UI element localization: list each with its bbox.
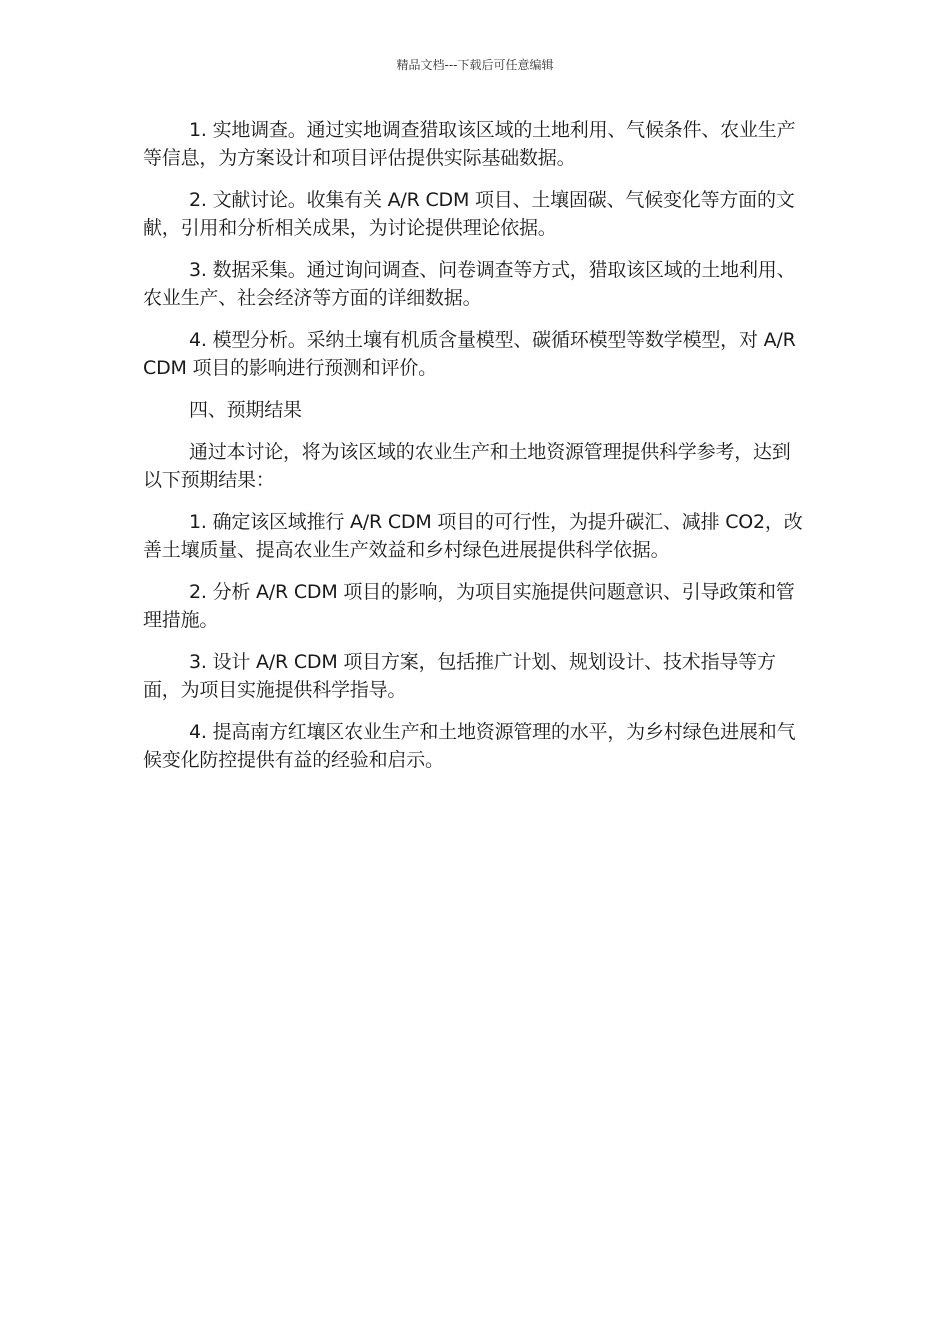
paragraph-result-feasibility: 1. 确定该区域推行 A/R CDM 项目的可行性，为提升碳汇、减排 CO2，改善土壤质量、提高农业生产效益和乡村绿色进展提供科学依据。 <box>143 511 803 561</box>
paragraph-result-impact: 2. 分析 A/R CDM 项目的影响，为项目实施提供问题意识、引导政策和管理措施。 <box>143 581 795 631</box>
paragraph-result-design: 3. 设计 A/R CDM 项目方案，包括推广计划、规划设计、技术指导等方面，为项目实施提供科学指导。 <box>143 651 776 701</box>
document-body <box>143 116 805 788</box>
paragraph-method-model-analysis: 4. 模型分析。采纳土壤有机质含量模型、碳循环模型等数学模型，对 A/R CDM 项目的影响进行预测和评价。 <box>143 329 796 379</box>
page-header: 精品文档---下载后可任意编辑 <box>396 58 554 72</box>
paragraph-method-literature: 2. 文献讨论。收集有关 A/R CDM 项目、土壤固碳、气候变化等方面的文献，引用和分析相关成果，为讨论提供理论依据。 <box>143 189 795 239</box>
paragraph-method-data-collection: 3. 数据采集。通过询问调查、问卷调查等方式，猎取该区域的土地利用、农业生产、社会经济等方面的详细数据。 <box>143 259 796 309</box>
paragraph-results-intro: 通过本讨论，将为该区域的农业生产和土地资源管理提供科学参考，达到以下预期结果： <box>143 441 791 491</box>
paragraph-method-field-survey: 1. 实地调查。通过实地调查猎取该区域的土地利用、气候条件、农业生产等信息，为方案设计和项目评估提供实际基础数据。 <box>143 119 796 169</box>
paragraph-result-improvement: 4. 提高南方红壤区农业生产和土地资源管理的水平，为乡村绿色进展和气候变化防控提供有益的经验和启示。 <box>143 721 796 771</box>
section-heading-expected-results: 四、预期结果 <box>189 399 302 421</box>
